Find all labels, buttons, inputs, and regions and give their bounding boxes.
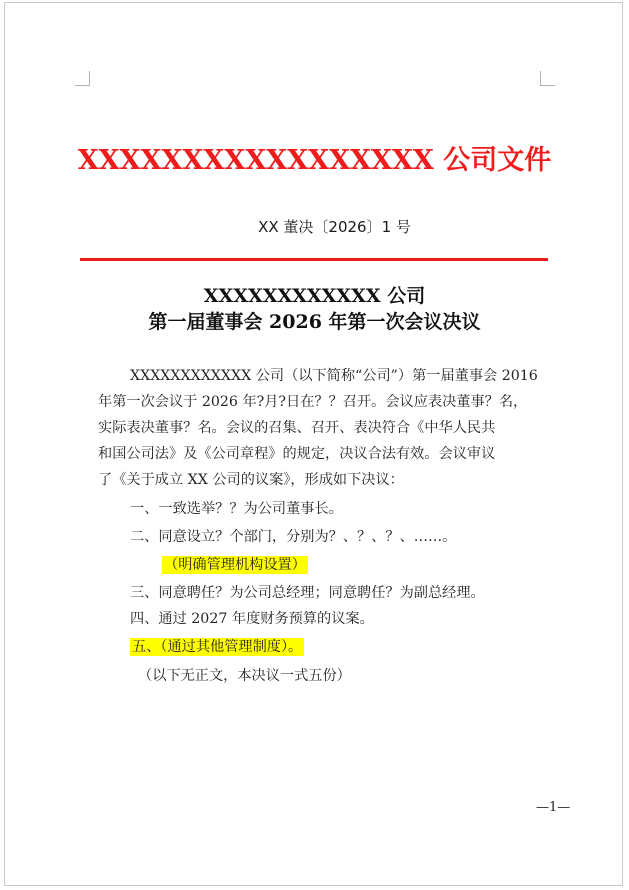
- paragraph-line: 年第一次会议于 2026 年?月?日在？？召开。会议应表决董事？名，: [98, 394, 528, 410]
- highlight-text: （明确管理机构设置）: [164, 557, 306, 573]
- resolution-item-1: 一、一致选举？？为公司董事长。: [130, 501, 343, 517]
- document-number: XX 董决〔2026〕1 号: [258, 218, 411, 236]
- document-header-title: XXXXXXXXXXXXXXXXX 公司文件: [77, 145, 552, 176]
- top-right-crop-mark: [540, 71, 555, 86]
- paragraph-line: 实际表决董事？名。会议的召集、召开、表决符合《中华人民共: [98, 420, 496, 436]
- resolution-item-5: [130, 637, 304, 657]
- resolution-title-company: XXXXXXXXXXXX 公司: [203, 285, 426, 307]
- page-number: —1—: [536, 800, 571, 815]
- paragraph-line: 了《关于成立 XX 公司的议案》，形成如下决议：: [98, 472, 404, 488]
- highlight-text: 五、（通过其他管理制度）。: [132, 639, 303, 655]
- closing-note: （以下无正文，本决议一式五份）: [138, 668, 351, 684]
- top-left-crop-mark: [75, 71, 90, 86]
- resolution-title-meeting: 第一届董事会 2026 年第一次会议决议: [148, 311, 481, 333]
- paragraph-line: 和国公司法》及《公司章程》的规定，决议合法有效。会议审议: [98, 446, 496, 462]
- highlighted-note-management: [162, 555, 308, 575]
- resolution-item-3: 三、同意聘任？为公司总经理；同意聘任？为副总经理。: [130, 585, 485, 601]
- resolution-item-4: 四、通过 2027 年度财务预算的议案。: [130, 611, 374, 627]
- resolution-item-2: 二、同意设立？个部门，分别为？、？、？、……。: [130, 529, 457, 545]
- red-header-rule: [80, 258, 548, 261]
- paragraph-line: XXXXXXXXXXXX 公司（以下简称“公司”）第一届董事会 2016: [130, 368, 538, 384]
